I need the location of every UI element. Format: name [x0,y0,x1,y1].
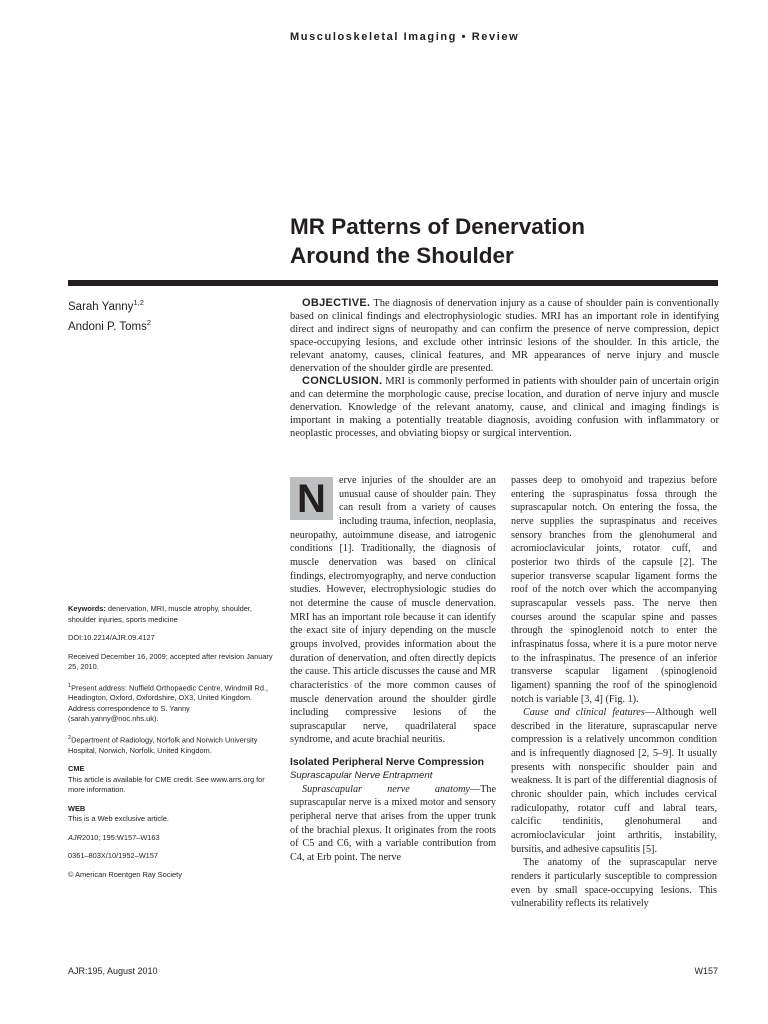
objective-label: OBJECTIVE. [302,297,371,309]
title-line-2: Around the Shoulder [290,243,514,268]
keywords-label: Keywords: [68,604,106,613]
footnote-2-text: Department of Radiology, Norfolk and Norwich University Hospital, Norwich, Norfolk, United Kingdom. [68,735,258,755]
anatomy-paragraph [290,783,496,865]
title-rule [68,280,718,286]
cme-text: This article is available for CME credit. See www.arrs.org for more information. [68,774,265,795]
footnote-2-marker: 2 [68,734,72,741]
intro-text: erve injuries of the shoulder are an unusual cause of shoulder pain. They can result from a variety of causes including trauma, infection, neoplasia, neuropathy, autoimmune disease, and iatrogenic conditions [1]. Traditionally, the diagnosis of muscle denervation was based on clinical findings, electromyography, and nerve conduction studies. However, electrophysiologic studies do not determine the cause of muscle denervation. MRI has an important role because it can identify the exact site of injury depending on the muscle groups involved, provides information about the duration of denervation, and often directly depicts the cause. This article discusses the cause and MR characteristics of the more common causes of muscle denervation around the shoulder girdle including compressive lesions of the suprascapular nerve, quadrilateral space syndrome, and acute brachial neuritis. [290,475,496,746]
subsection-heading: Suprascapular Nerve Entrapment [290,770,433,782]
keywords [68,604,273,625]
citation-text: 2010; 195:W157–W163 [81,832,160,842]
anatomy-lead: Suprascapular nerve anatomy [302,783,470,795]
author-list [68,295,151,335]
anatomy-continued-paragraph: passes deep to omohyoid and trapezius before entering the supraspinatus fossa through the suprascapular notch. On entering the fossa, the nerve supplies the supraspinatus and receives sensory branches from the glenohumeral and acromioclavicular joints, rotator cuff, and posterior two thirds of the capsule [2]. The superior transverse scapular ligament forms the roof of the notch over which the accompanying suprascapular vessels pass. The nerve then courses around the scapular spine and passes through the spinoglenoid notch to enter the infraspinatus fossa, where it is a pure motor nerve to the infraspinatus. The presence of an inferior transverse scapular ligament (spinoglenoid ligament) spanning the roof of the spinoglenoid notch is variable [3, 4] (Fig. 1). [511,475,717,705]
footnote-2 [68,733,273,756]
author-2 [68,315,151,335]
cause-text: —Although well described in the literature, suprascapular nerve compression is a relatively uncommon condition and is infrequently diagnosed [2, 5–9]. It usually presents with nonspecific shoulder pain and weakness. It is part of the differential diagnosis of chronic shoulder pain, which includes cervical radiculopathy, rotator cuff and labral tears, calcific tendinitis, glenohumeral and acromioclavicular joint arthritis, instability, bursitis, and adhesive capsulitis [5]. [511,707,718,855]
footnote-1 [68,681,273,725]
doi: DOI:10.2214/AJR.09.4127 [68,633,155,642]
anatomy-text: —The suprascapular nerve is a mixed motor and sensory peripheral nerve that arises from the upper trunk of the brachial plexus. It originates from the roots of C5 and C6, with a variable contribution from C4, at Erb point. The nerve [290,783,496,863]
objective-text: The diagnosis of denervation injury as a cause of shoulder pain is conventionally based on clinical findings and electrophysiologic studies. MRI has an important role in identifying direct and indirect signs of neuropathy and can confirm the presence of nerve compression, depict space-occupying lesions, and exclude other intrinsic lesions of the shoulder. In this article, the relevant anatomy, causes, clinical features, and MR appearances of nerve injury and muscle denervation of the shoulder girdle are presented. [290,298,720,374]
intro-paragraph [290,474,496,747]
body-column-1 [290,474,496,865]
conclusion-text: MRI is commonly performed in patients with shoulder pain of uncertain origin and can determine the morphologic cause, precise location, and duration of nerve injury and muscle denervation. Knowledge of the relevant anatomy, cause, and clinical and imaging findings is important in making a potentially treatable diagnosis, avoiding confusion with inflammatory or neoplastic processes, and obviating biopsy or surgical intervention. [290,376,720,439]
cause-lead: Cause and clinical features [523,707,645,719]
footnote-1-text: Present address: Nuffield Orthopaedic Centre, Windmill Rd., Headington, Oxford, Oxfordshire, OX3, United Kingdom. Address correspondence to S. Yanny (sarah.yanny@noc.nhs.uk). [68,682,269,724]
cme-label: CME [68,764,85,774]
footer-page-number: W157 [694,966,718,976]
title-line-1: MR Patterns of Denervation [290,214,586,239]
section-heading: Isolated Peripheral Nerve Compression [290,757,485,769]
body-column-2 [511,474,717,911]
footer-journal-issue: AJR:195, August 2010 [68,966,158,976]
author-1 [68,295,151,315]
cme-note [68,764,273,796]
cause-paragraph [511,706,717,856]
author-1-affiliation: 1,2 [133,298,144,307]
vulnerability-paragraph: The anatomy of the suprascapular nerve renders it particularly susceptible to compression even by small space-occupying lesions. This vulnerability reflects its relatively [511,857,717,910]
author-1-name: Sarah Yanny [68,300,134,313]
abstract-conclusion [290,375,719,440]
web-text: This is a Web exclusive article. [68,814,169,824]
citation-journal: AJR [68,832,82,842]
footnote-1-marker: 1 [68,682,72,689]
author-2-name: Andoni P. Toms [68,320,147,333]
abstract [290,297,719,440]
article-sidebar [68,604,273,888]
copyright: © American Roentgen Ray Society [68,869,182,879]
abstract-objective [290,297,719,375]
issn: 0361–803X/10/1952–W157 [68,851,158,861]
citation [68,833,273,844]
article-title [290,212,730,270]
conclusion-label: CONCLUSION. [302,375,383,387]
keywords-text: denervation, MRI, muscle atrophy, shoulder, shoulder injuries, sports medicine [68,604,252,624]
drop-cap: N [290,477,333,520]
author-2-affiliation: 2 [146,317,152,327]
section-label: Musculoskeletal Imaging • Review [290,31,520,43]
web-label: WEB [68,803,86,813]
web-note [68,804,273,825]
received-dates: Received December 16, 2009; accepted after revision January 25, 2010. [68,651,273,671]
